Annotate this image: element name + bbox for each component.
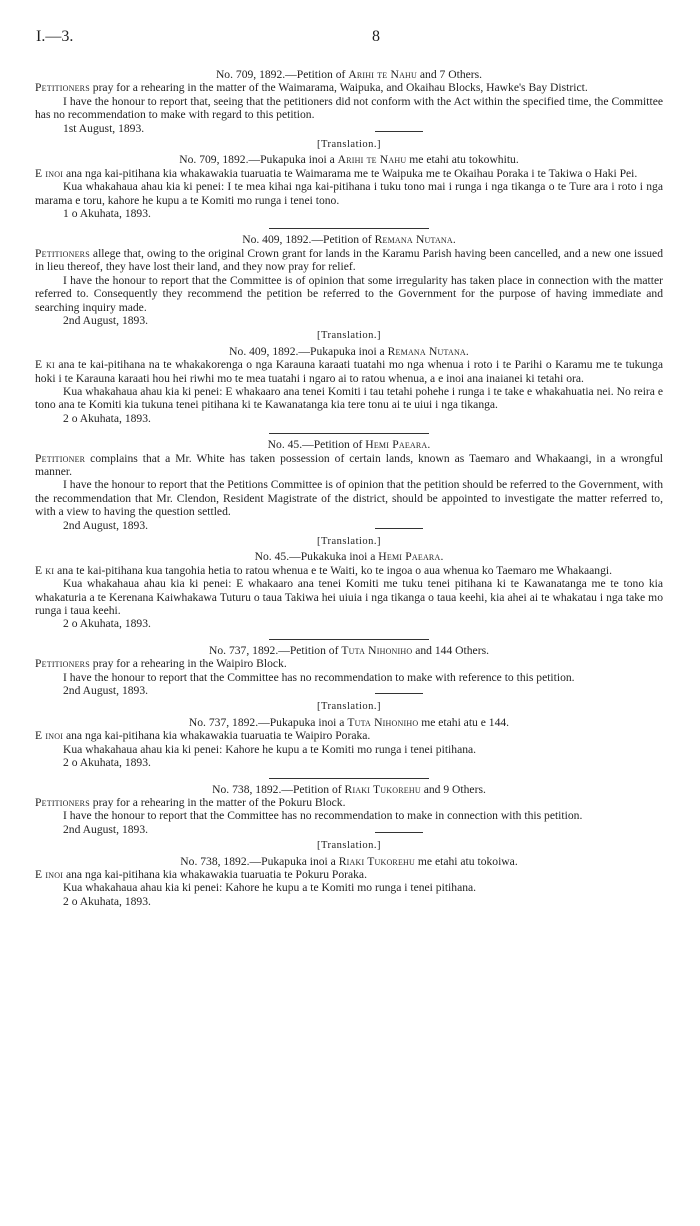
divider: [375, 832, 423, 833]
section-divider: [269, 778, 429, 779]
petition-title: No. 737, 1892.—Petition of Tuta Nihoniho and 144 Others.: [209, 643, 489, 657]
translation-summary: E inoi ana nga kai-pitihana kia whakawakia tuaruatia te Waipiro Poraka.: [35, 729, 371, 743]
petition-section: [35, 233, 663, 425]
petition-section: [35, 68, 663, 220]
translation-date: 2 o Akuhata, 1893.: [63, 617, 151, 631]
translation-report: Kua whakahaua ahau kia ki penei: E whakaaro ana tenei Komiti me tuku tenei pitihana ki te Kawanatanga me te tono kia whakaturia a te Kerenana Kaiwhakawa Tuturu o taua Takiwa hei uiuia i nga tikanga o taua keehi, kia ahei ai te whakatau i nga take mo runga i taua keehi.: [35, 577, 663, 618]
petition-section: [35, 438, 663, 631]
report-date: 2nd August, 1893.: [63, 822, 149, 836]
section-divider: [269, 639, 429, 640]
section-divider: [269, 433, 429, 434]
translation-title: No. 709, 1892.—Pukapuka inoi a Arihi te Nahu me etahi atu tokowhitu.: [179, 153, 519, 167]
petitioner-name: Hemi Paeara: [365, 438, 428, 452]
committee-report: I have the honour to report that, seeing that the petitioners did not conform with the Act within the specified time, the Committee has no recommendation to make with regard to this petition.: [35, 94, 663, 122]
translation-date: 2 o Akuhata, 1893.: [63, 411, 151, 425]
translation-title: No. 738, 1892.—Pukapuka inoi a Riaki Tukorehu me etahi atu tokoiwa.: [180, 854, 518, 868]
document-body: [35, 68, 663, 908]
section-divider: [269, 228, 429, 229]
page-header: [36, 30, 664, 50]
translation-summary: E ki ana te kai-pitihana na te whakakorenga o nga Karauna karaati tuatahi mo nga whenua i roto i te Parihi o Karamu me te tukunga hoki i te Karauna karaati hou hei riwhi mo te mea tuatahi i ngaro ai to ratou whenua, a e inoi ana inaianei ki tetahi ora.: [35, 358, 663, 385]
petitioner-name: Arihi te Nahu: [348, 68, 418, 81]
committee-report: I have the honour to report that the Committee has no recommendation to make in connection with this petition.: [63, 809, 583, 823]
translation-title: No. 737, 1892.—Pukapuka inoi a Tuta Nihoniho me etahi atu e 144.: [188, 715, 510, 729]
committee-report: I have the honour to report that the Committee has no recommendation to make with reference to this petition.: [63, 670, 575, 684]
translation-report: Kua whakahaua ahau kia ki penei: Kahore he kupu a te Komiti mo runga i tenei pitihana.: [63, 881, 477, 895]
translation-summary: E inoi ana nga kai-pitihana kia whakawakia tuaruatia te Waimarama me te Waipuka me te Okaihau Poraka i te Takiwa o Haki Pei.: [35, 166, 638, 180]
petition-title: No. 45.—Petition of Hemi Paeara.: [267, 438, 431, 452]
petition-summary: Petitioners pray for a rehearing in the matter of the Pokuru Block.: [35, 795, 346, 809]
translation-label: [Translation.]: [316, 330, 382, 342]
petition-summary: Petitioner complains that a Mr. White has taken possession of certain lands, known as Taemaro and Whakaangi, in a wrongful manner.: [35, 451, 663, 478]
translation-label: [Translation.]: [316, 536, 382, 547]
translation-summary: E inoi ana nga kai-pitihana kia whakawakia tuaruatia te Pokuru Poraka.: [35, 867, 367, 881]
divider: [375, 131, 423, 132]
translation-title: No. 45.—Pukakuka inoi a Hemi Paeara.: [254, 550, 444, 564]
translation-report: Kua whakahaua ahau kia ki penei: Kahore he kupu a te Komiti mo runga i tenei pitihana.: [63, 742, 477, 756]
translation-label: [Translation.]: [316, 139, 382, 151]
committee-report: I have the honour to report that the Committee is of opinion that some irregularity has taken place in connection with the matter referred to. Consequently they recommend the petition be referred to the Government for the purpose of having immediate and searching inquiry made.: [35, 273, 663, 314]
divider: [375, 528, 423, 529]
report-date: 2nd August, 1893.: [63, 684, 149, 698]
petition-summary: Petitioners pray for a rehearing in the matter of the Waimarama, Waipuka, and Okaihau Blocks, Hawke's Bay District.: [35, 81, 588, 95]
translation-date: 1 o Akuhata, 1893.: [63, 207, 151, 221]
committee-report: I have the honour to report that the Petitions Committee is of opinion that the petition should be referred to the Government, with the recommendation that Mr. Clendon, Resident Magistrate of the district, should be appointed to investigate the matter referred to, with a view to having the question settled.: [35, 478, 663, 519]
translation-report: Kua whakahaua ahau kia ki penei: E whakaaro ana tenei Komiti i tau tetahi pohehe i runga i te take e whakahuatia nei. No reira e tono ana te Komiti kia tukuna tenei pitihana ki te Kawanatanga kia tere tonu ai te uiui i nga tikanga.: [35, 384, 663, 412]
translation-title: No. 409, 1892.—Pukapuka inoi a Remana Nutana.: [229, 344, 469, 358]
report-date: 2nd August, 1893.: [63, 518, 149, 532]
translation-report: Kua whakahaua ahau kia ki penei: I te mea kihai nga kai-pitihana i tuku tono mai i runga i nga tikanga o te Ture ara i roto i nga marama e toru, kahore he kupu a te Komiti mo runga i tenei tono.: [35, 180, 663, 207]
petition-summary: Petitioners allege that, owing to the original Crown grant for lands in the Karamu Parish having been cancelled, and a new one issued in lieu thereof, they have lost their land, and they now pray for relief.: [35, 246, 663, 274]
petition-section: [35, 783, 663, 909]
petitioner-name: Riaki Tukorehu: [344, 782, 421, 796]
translation-date: 2 o Akuhata, 1893.: [63, 756, 151, 770]
translation-label: [Translation.]: [316, 701, 382, 713]
petitioner-name: Remana Nutana: [374, 233, 453, 247]
translation-summary: E ki ana te kai-pitihana kua tangohia hetia to ratou whenua e te Waiti, ko te ingoa o aua whenua ko Taemaro me Whakaangi.: [35, 563, 613, 577]
petitioner-name: Tuta Nihoniho: [341, 643, 413, 657]
translation-label: [Translation.]: [316, 840, 382, 852]
petition-title: No. 409, 1892.—Petition of Remana Nutana.: [242, 233, 456, 247]
petition-section: [35, 644, 663, 770]
petition-summary: Petitioners pray for a rehearing in the Waipiro Block.: [35, 657, 287, 671]
document-reference: I.—3.: [36, 28, 74, 45]
report-date: 2nd August, 1893.: [63, 313, 149, 327]
report-date: 1st August, 1893.: [63, 121, 145, 135]
divider: [375, 693, 423, 694]
petition-title: No. 738, 1892.—Petition of Riaki Tukorehu and 9 Others.: [212, 782, 486, 796]
page-number: 8: [372, 28, 380, 45]
translation-date: 2 o Akuhata, 1893.: [63, 894, 151, 908]
petition-title: No. 709, 1892.—Petition of Arihi te Nahu and 7 Others.: [215, 68, 483, 81]
